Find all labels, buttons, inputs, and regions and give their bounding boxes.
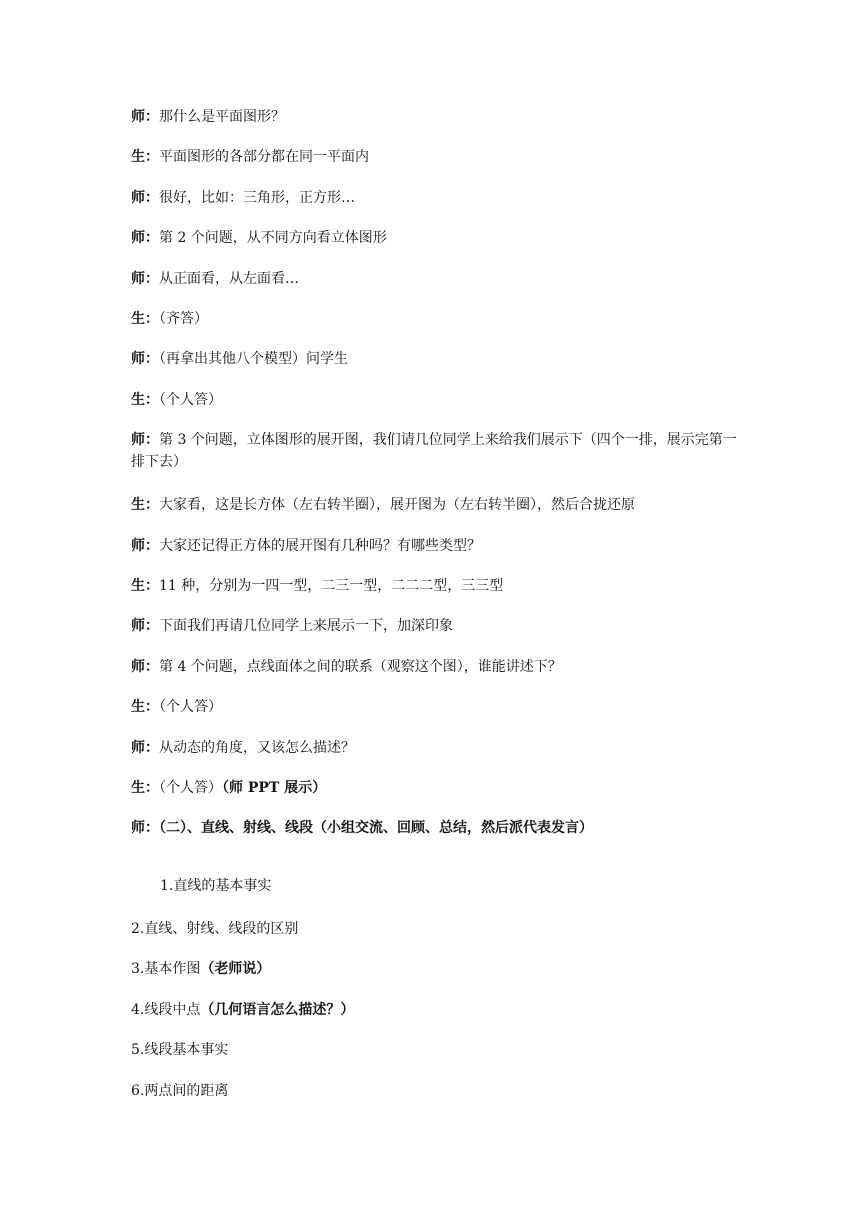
speaker-label: 生： <box>131 780 159 796</box>
dialogue-line <box>131 429 750 473</box>
dialogue-line <box>131 777 750 799</box>
dialogue-text: （再拿出其他八个模型）问学生 <box>159 351 348 367</box>
list-item <box>131 958 750 980</box>
speaker-label: 师： <box>131 618 159 634</box>
list-item-text: 5.线段基本事实 <box>131 1042 229 1058</box>
dialogue-line <box>131 575 750 597</box>
speaker-label: 师： <box>131 109 159 125</box>
dialogue-line <box>131 227 750 249</box>
dialogue-line <box>131 308 750 330</box>
list-item-bold-note: （几何语言怎么描述？） <box>200 1002 355 1018</box>
dialogue-text: （个人答） <box>159 780 222 796</box>
dialogue-line <box>131 535 750 557</box>
dialogue-text: 平面图形的各部分都在同一平面内 <box>159 149 369 165</box>
list-item-text: 3.基本作图 <box>131 961 201 977</box>
speaker-label: 生： <box>131 578 159 594</box>
list-item-bold-note: （老师说） <box>200 961 271 977</box>
dialogue-line <box>131 656 750 678</box>
dialogue-line <box>131 187 750 209</box>
list-item <box>131 1039 750 1061</box>
list-item-text: 4.线段中点 <box>131 1002 201 1018</box>
speaker-label: 师： <box>131 740 159 756</box>
speaker-label: 师： <box>131 538 159 554</box>
dialogue-text: （个人答） <box>159 392 222 408</box>
dialogue-line <box>131 696 750 718</box>
dialogue-text: 从正面看，从左面看… <box>159 271 299 287</box>
dialogue-text: 大家还记得正方体的展开图有几种吗？有哪些类型？ <box>159 538 481 554</box>
dialogue-text: 很好，比如：三角形，正方形… <box>159 190 355 206</box>
speaker-label: 师： <box>131 659 159 675</box>
list-item <box>131 1080 750 1102</box>
speaker-label: 师： <box>131 351 159 367</box>
speaker-label: 生： <box>131 497 159 513</box>
speaker-label: 生： <box>131 311 159 327</box>
speaker-label: 师： <box>131 820 159 836</box>
dialogue-text: 从动态的角度，又该怎么描述？ <box>159 740 355 756</box>
dialogue-line <box>131 348 750 370</box>
dialogue-line <box>131 106 750 128</box>
dialogue-text: 大家看，这是长方体（左右转半圈），展开图为（左右转半圈），然后合拢还原 <box>159 497 635 513</box>
speaker-label: 师： <box>131 230 159 246</box>
dialogue-line <box>131 615 750 637</box>
list-item <box>160 875 750 897</box>
dialogue-text: （个人答） <box>159 699 222 715</box>
speaker-label: 师： <box>131 271 159 287</box>
dialogue-text: 第 2 个问题，从不同方向看立体图形 <box>159 230 387 246</box>
list-item-text: 2.直线、射线、线段的区别 <box>131 921 299 937</box>
dialogue-bold-note: （师 PPT 展示） <box>222 780 327 796</box>
section-heading-text: （二）、直线、射线、线段（小组交流、回顾、总结，然后派代表发言） <box>159 820 593 836</box>
dialogue-text: 那什么是平面图形？ <box>159 109 285 125</box>
dialogue-line <box>131 389 750 411</box>
speaker-label: 师： <box>131 432 159 448</box>
dialogue-line <box>131 146 750 168</box>
section-heading <box>131 817 750 839</box>
dialogue-text: 第 4 个问题，点线面体之间的联系（观察这个图），谁能讲述下？ <box>159 659 562 675</box>
dialogue-text: 11 种，分别为一四一型，二三一型，二二二型，三三型 <box>159 578 504 594</box>
dialogue-text: 下面我们再请几位同学上来展示一下，加深印象 <box>159 618 453 634</box>
dialogue-text: （齐答） <box>159 311 208 327</box>
list-item <box>131 918 750 940</box>
dialogue-text: 第 3 个问题，立体图形的展开图，我们请几位同学上来给我们展示下（四个一排，展示完第一排下去） <box>131 432 737 470</box>
speaker-label: 师： <box>131 190 159 206</box>
speaker-label: 生： <box>131 149 159 165</box>
speaker-label: 生： <box>131 392 159 408</box>
dialogue-line <box>131 494 750 516</box>
dialogue-line <box>131 737 750 759</box>
speaker-label: 生： <box>131 699 159 715</box>
list-item-text: 6.两点间的距离 <box>131 1083 229 1099</box>
list-item <box>131 999 750 1021</box>
dialogue-line <box>131 268 750 290</box>
list-item-text: 1.直线的基本事实 <box>160 878 272 894</box>
